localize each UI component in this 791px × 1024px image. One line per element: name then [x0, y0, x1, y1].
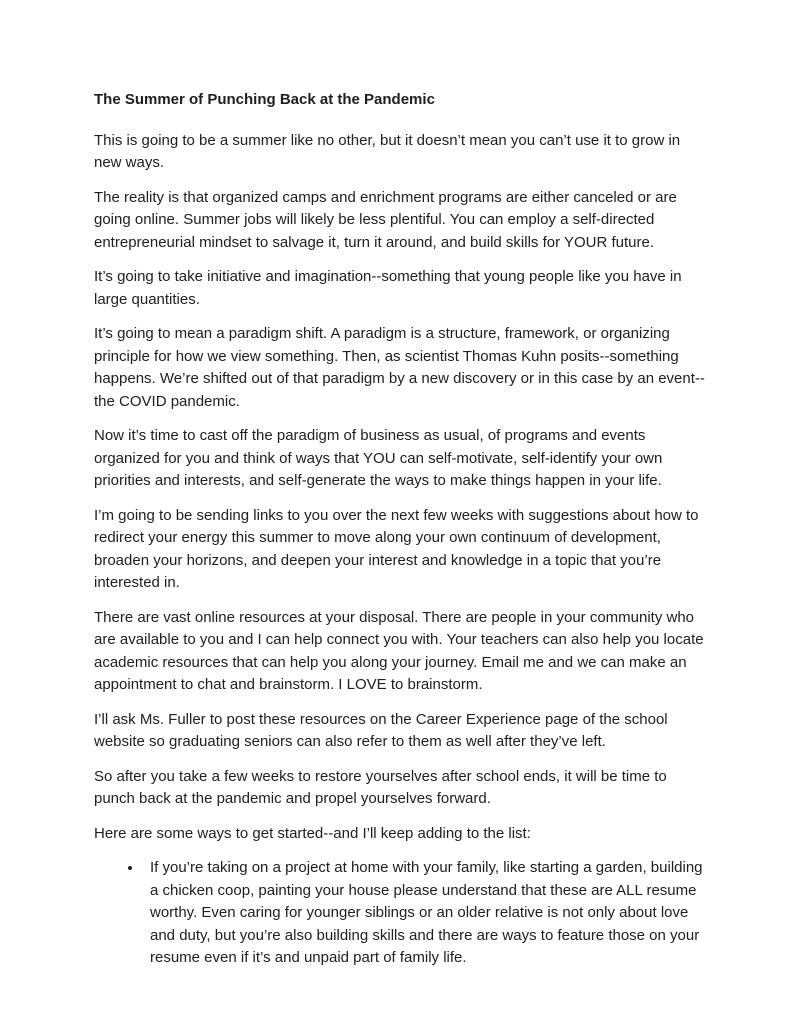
document-title: The Summer of Punching Back at the Pandemic: [94, 91, 435, 108]
paragraph-reality: The reality is that organized camps and enrichment programs are either canceled or are going online. Summer jobs will likely be less plentiful. You can employ a self-directed entrepreneurial mindset to salvage it, turn it around, and build skills for YOUR future.: [94, 188, 677, 251]
paragraph-ms-fuller: I’ll ask Ms. Fuller to post these resources on the Career Experience page of the school website so graduating seniors can also refer to them as well after they’ve left.: [94, 710, 668, 750]
bullet-list: [94, 857, 706, 970]
bullet-item-family-project: • If you’re taking on a project at home with your family, like starting a garden, building a chicken coop, painting your house please understand that these are ALL resume worthy. Even caring for younger siblings or an older relative is not only about love and duty, but you’re also building skills and there are ways to feature those on your resume even if it’s and unpaid part of family life.: [143, 857, 706, 970]
paragraph-initiative: It’s going to take initiative and imagination--something that young people like you have in large quantities.: [94, 268, 682, 308]
paragraph-resources: There are vast online resources at your disposal. There are people in your community who are available to you and I can help connect you with. Your teachers can also help you locate academic resources that can help you along your journey. Email me and we can make an appointment to chat and brainstorm. I LOVE to brainstorm.: [94, 608, 704, 693]
paragraph-cast-off: Now it’s time to cast off the paradigm of business as usual, of programs and events organized for you and think of ways that YOU can self-motivate, self-identify your own priorities and interests, and self-generate the ways to make things happen in your life.: [94, 427, 663, 489]
paragraph-paradigm-shift: It’s going to mean a paradigm shift. A paradigm is a structure, framework, or organizing principle for how we view something. Then, as scientist Thomas Kuhn posits--something happens. We’re shifted out of that paradigm by a new discovery or in this case by an event--the COVID pandemic.: [94, 325, 705, 410]
paragraph-sending-links: I’m going to be sending links to you over the next few weeks with suggestions about how to redirect your energy this summer to move along your own continuum of development, broaden your horizons, and deepen your interest and knowledge in a topic that you’re interested in.: [94, 506, 699, 591]
paragraph-ways-to-start: Here are some ways to get started--and I’ll keep adding to the list:: [94, 824, 531, 842]
paragraph-punch-back: So after you take a few weeks to restore yourselves after school ends, it will be time to punch back at the pandemic and propel yourselves forward.: [94, 767, 667, 807]
paragraph-intro: This is going to be a summer like no other, but it doesn’t mean you can’t use it to grow in new ways.: [94, 131, 681, 171]
